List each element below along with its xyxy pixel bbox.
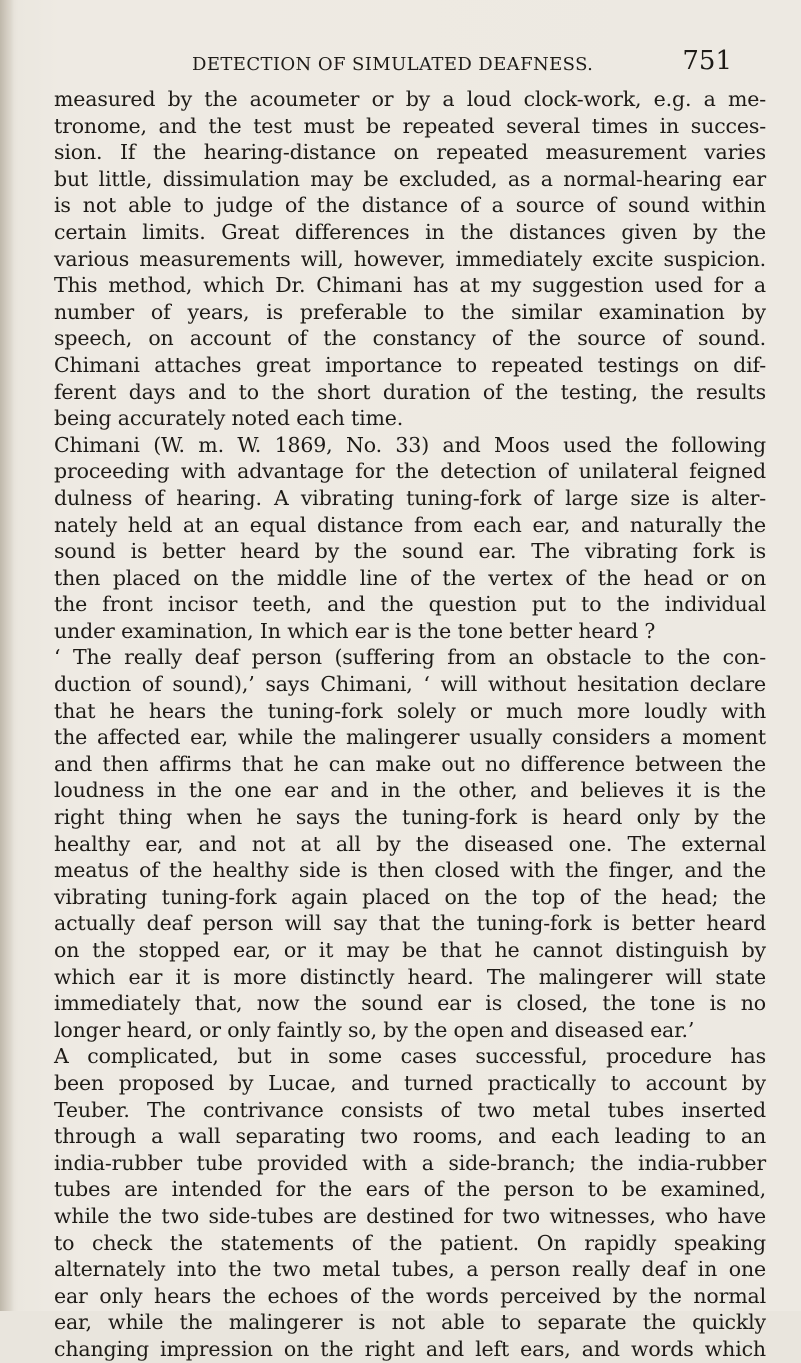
- text-line: meatus of the healthy side is then closed with the finger, and the: [54, 858, 766, 883]
- text-line: then placed on the middle line of the vertex of the head or on: [54, 565, 766, 590]
- text-line: the affected ear, while the malingerer usually considers a moment: [54, 725, 766, 750]
- page-number: 751: [682, 46, 732, 76]
- text-line: ‘ The really deaf person (suffering from an obstacle to the con-: [54, 645, 766, 670]
- text-line: various measurements will, however, immediately excite suspicion.: [54, 246, 766, 271]
- text-line: This method, which Dr. Chimani has at my suggestion used for a: [54, 273, 766, 298]
- text-line: loudness in the one ear and in the other, and believes it is the: [54, 778, 766, 803]
- text-line: being accurately noted each time.: [54, 406, 404, 431]
- text-line: speech, on account of the constancy of the source of sound.: [54, 326, 766, 351]
- text-line: alternately into the two metal tubes, a person really deaf in one: [54, 1257, 766, 1282]
- text-line: A complicated, but in some cases successful, procedure has: [54, 1044, 766, 1069]
- text-line: tubes are intended for the ears of the person to be examined,: [54, 1177, 766, 1202]
- text-line: through a wall separating two rooms, and each leading to an: [54, 1124, 766, 1149]
- text-line: Chimani attaches great importance to repeated testings on dif-: [54, 352, 766, 377]
- text-line: ferent days and to the short duration of the testing, the results: [54, 379, 766, 404]
- binding-gutter: [0, 0, 14, 1311]
- text-line: changing impression on the right and left ears, and words which: [54, 1336, 766, 1361]
- text-line: ear only hears the echoes of the words perceived by the normal: [54, 1283, 766, 1308]
- text-line: which ear it is more distinctly heard. The malingerer will state: [54, 964, 766, 989]
- text-line: been proposed by Lucae, and turned practically to account by: [54, 1070, 766, 1095]
- text-line: tronome, and the test must be repeated several times in succes-: [54, 113, 766, 138]
- text-line: dulness of hearing. A vibrating tuning-fork of large size is alter-: [54, 485, 766, 510]
- text-line: actually deaf person will say that the tuning-fork is better heard: [54, 911, 766, 936]
- text-line: while the two side-tubes are destined for two witnesses, who have: [54, 1203, 766, 1228]
- text-line: right thing when he says the tuning-fork is heard only by the: [54, 805, 766, 830]
- text-line: and then affirms that he can make out no difference between the: [54, 751, 766, 776]
- text-line: Chimani (W. m. W. 1869, No. 33) and Moos used the following: [54, 432, 766, 457]
- text-line: the front incisor teeth, and the question put to the individual: [54, 592, 766, 617]
- text-line: is not able to judge of the distance of a source of sound within: [54, 193, 766, 218]
- text-line: longer heard, or only faintly so, by the open and diseased ear.’: [54, 1017, 695, 1042]
- text-line: measured by the acoumeter or by a loud clock-work, e.g. a me-: [54, 87, 766, 111]
- text-line: to check the statements of the patient. On rapidly speaking: [54, 1230, 766, 1255]
- text-line: Teuber. The contrivance consists of two metal tubes inserted: [54, 1097, 766, 1122]
- running-title: DETECTION OF SIMULATED DEAFNESS.: [192, 54, 594, 75]
- text-line: healthy ear, and not at all by the diseased one. The external: [54, 831, 766, 856]
- text-line: certain limits. Great differences in the distances given by the: [54, 219, 766, 244]
- text-line: nately held at an equal distance from each ear, and naturally the: [54, 512, 766, 537]
- running-head: [92, 46, 732, 80]
- body-text: [54, 86, 766, 1363]
- text-line: proceeding with advantage for the detection of unilateral feigned: [54, 459, 766, 484]
- text-line: vibrating tuning-fork again placed on the top of the head; the: [54, 884, 766, 909]
- text-line: ear, while the malingerer is not able to separate the quickly: [54, 1310, 766, 1335]
- text-line: duction of sound),’ says Chimani, ‘ will without hesitation declare: [54, 672, 766, 697]
- text-line: under examination, In which ear is the tone better heard ?: [54, 618, 656, 643]
- text-line: that he hears the tuning-fork solely or much more loudly with: [54, 698, 766, 723]
- text-line: sound is better heard by the sound ear. The vibrating fork is: [54, 539, 766, 564]
- text-line: number of years, is preferable to the similar examination by: [54, 299, 766, 324]
- text-line: immediately that, now the sound ear is closed, the tone is no: [54, 991, 766, 1016]
- text-line: india-rubber tube provided with a side-branch; the india-rubber: [54, 1150, 766, 1175]
- text-line: on the stopped ear, or it may be that he cannot distinguish by: [54, 938, 766, 962]
- text-line: but little, dissimulation may be excluded, as a normal-hearing ear: [54, 166, 766, 191]
- text-line: sion. If the hearing-distance on repeated measurement varies: [54, 140, 766, 165]
